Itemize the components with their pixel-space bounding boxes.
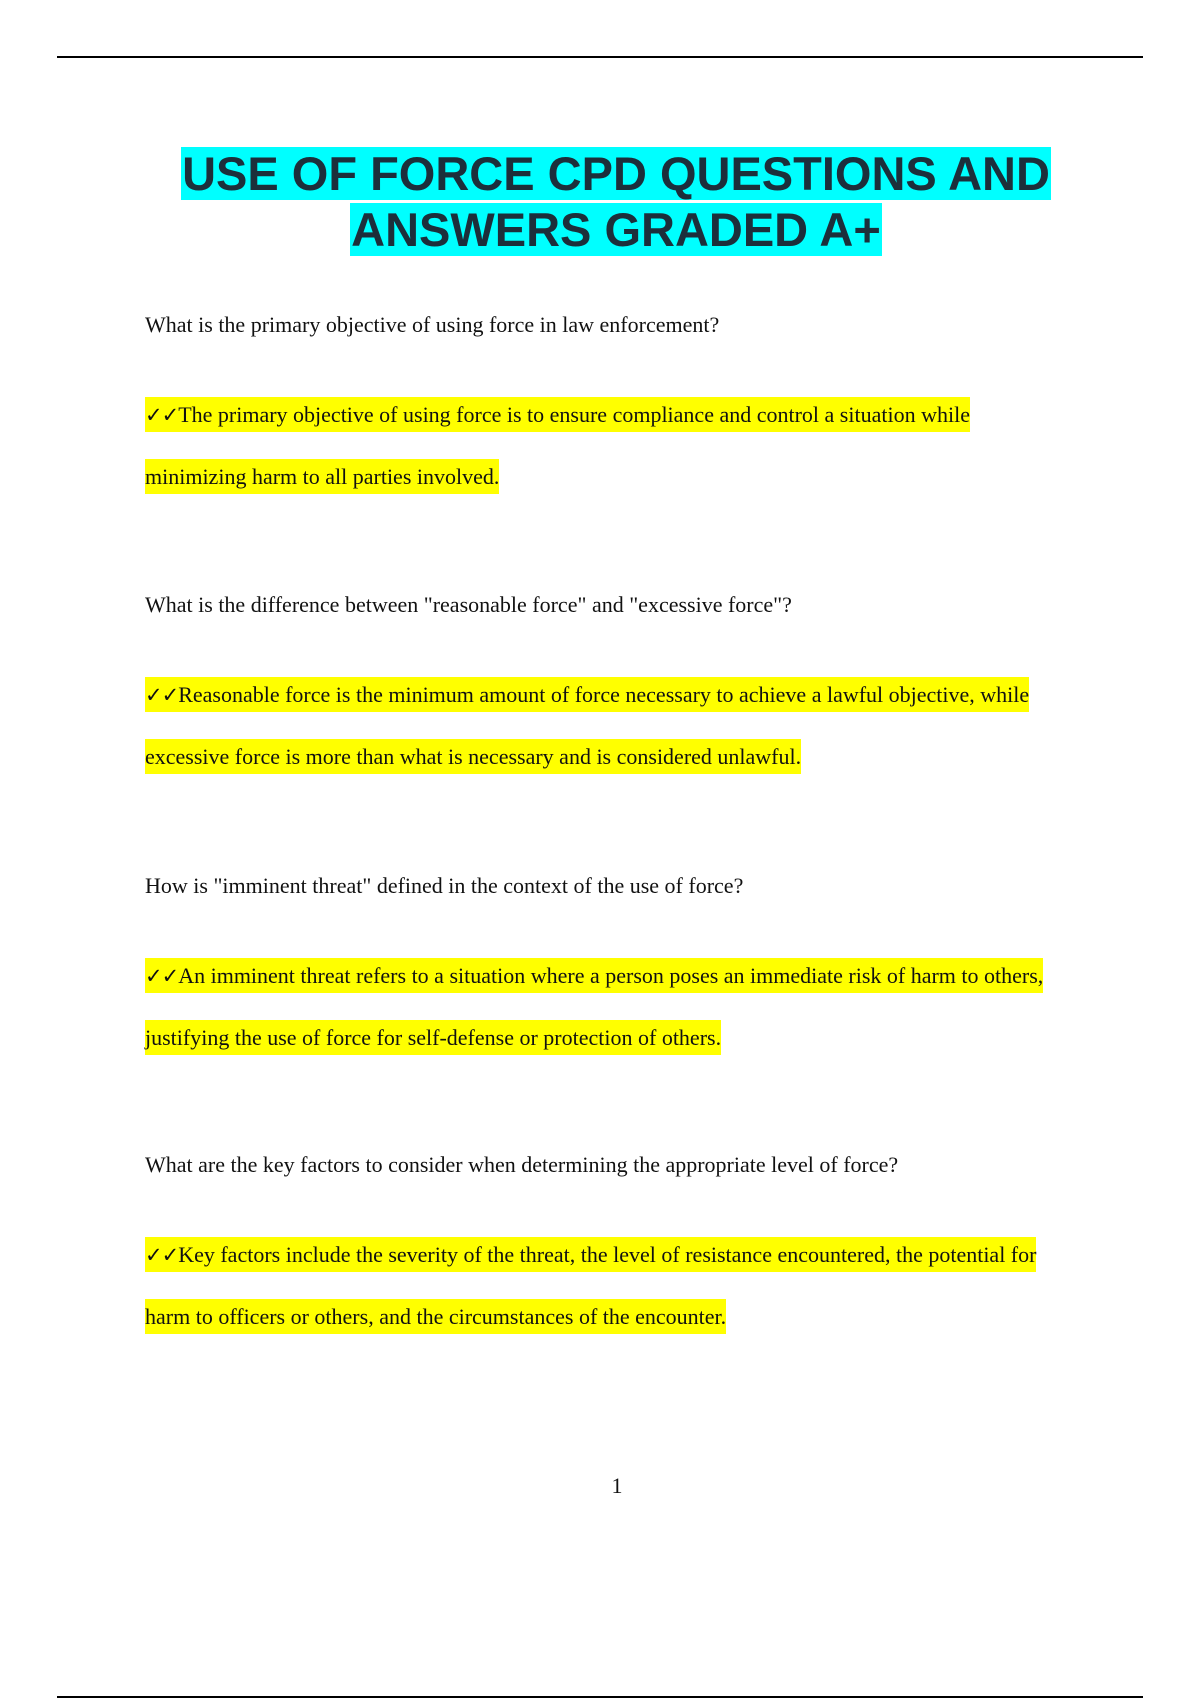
answer-4-text: Key factors include the severity of the threat, the level of resistance encountered, the potential for harm to officers or others, and the circumstances of the encounter. xyxy=(145,1242,1037,1329)
answer-3-highlight xyxy=(145,958,1043,1055)
answer-1-highlight xyxy=(145,397,970,494)
answer-3-text: An imminent threat refers to a situation where a person poses an immediate risk of harm to others, justifying the use of force for self-defense or protection of others. xyxy=(145,963,1044,1050)
answer-2 xyxy=(145,664,1075,787)
check-mark-icon: ✓✓ xyxy=(145,964,179,988)
question-3: How is "imminent threat" defined in the context of the use of force? xyxy=(145,873,744,898)
qa-item-2 xyxy=(145,590,1075,787)
answer-1-text: The primary objective of using force is to ensure compliance and control a situation while minimizing harm to all parties involved. xyxy=(145,402,970,489)
answer-4-highlight xyxy=(145,1237,1036,1334)
document-title xyxy=(110,146,1122,258)
qa-item-3 xyxy=(145,871,1075,1068)
check-mark-icon: ✓✓ xyxy=(145,403,179,427)
question-1: What is the primary objective of using force in law enforcement? xyxy=(145,312,720,337)
document-title-text: USE OF FORCE CPD QUESTIONS AND ANSWERS GRADED A+ xyxy=(182,147,1050,256)
title-block xyxy=(110,146,1122,258)
answer-4 xyxy=(145,1224,1075,1347)
page-number: 1 xyxy=(611,1473,623,1498)
qa-item-1 xyxy=(145,310,1075,507)
answer-2-text: Reasonable force is the minimum amount of force necessary to achieve a lawful objective, while excessive force is more than what is necessary and is considered unlawful. xyxy=(145,682,1030,769)
header-rule xyxy=(57,56,1143,58)
answer-1 xyxy=(145,384,1075,507)
question-2: What is the difference between "reasonable force" and "excessive force"? xyxy=(145,592,792,617)
answer-3 xyxy=(145,945,1075,1068)
check-mark-icon: ✓✓ xyxy=(145,683,179,707)
footer-rule xyxy=(57,1696,1143,1698)
qa-item-4 xyxy=(145,1150,1075,1347)
answer-2-highlight xyxy=(145,677,1029,774)
question-4: What are the key factors to consider when determining the appropriate level of force? xyxy=(145,1152,899,1177)
check-mark-icon: ✓✓ xyxy=(145,1243,179,1267)
